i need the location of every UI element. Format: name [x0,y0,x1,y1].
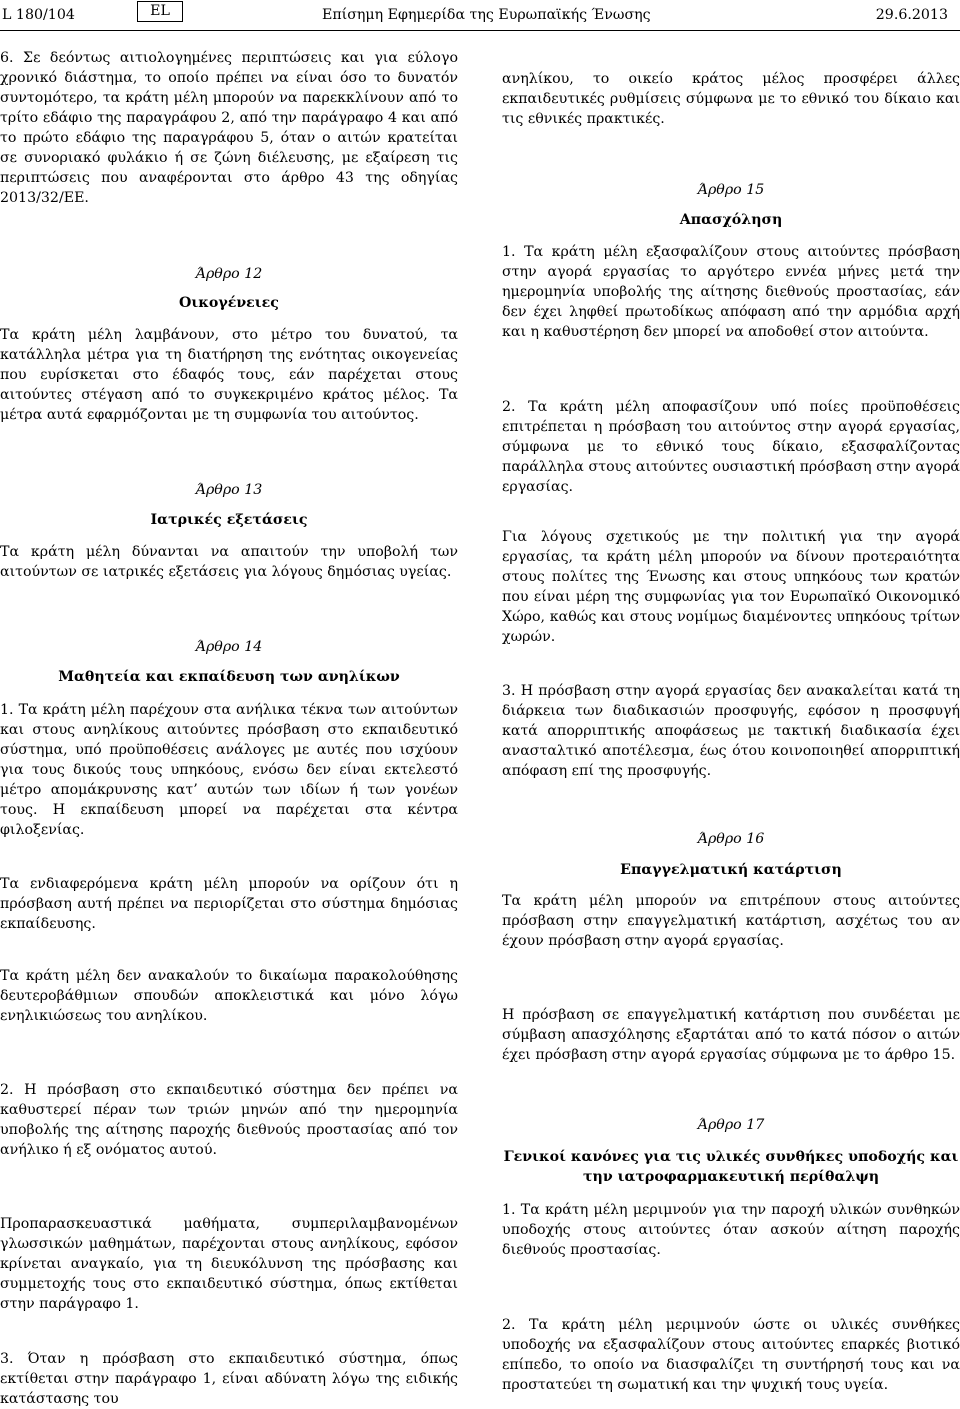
article-15-title: Απασχόληση [679,212,783,228]
left-column [0,0,458,1407]
article-17-paragraph-1: 1. Τα κράτη μέλη μεριμνούν για την παροχή υλικών συνθηκών υποδοχής στους αιτούντες όταν ασκούν αίτηση παροχής διεθνούς προστασίας. [502,1202,960,1258]
paragraph-6: 6. Σε δεόντως αιτιολογημένες περιπτώσεις και για εύλογο χρονικό διάστημα, το οποίο πρέπει να είναι όσο το δυνατόν συντομότερο, τα κράτη μέλη μπορούν να παρεκκλίνουν από το τρίτο εδάφιο της παραγράφου 2, από την παράγραφο 4 και από το πρώτο εδάφιο της παραγράφου 5, όταν ο αιτών κρατείται σε συνοριακό φυλάκιο ή σε ζώνη διέλευσης, με εξαίρεση τις περιπτώσεις που αναφέρονται στο άρθρο 43 της οδηγίας 2013/32/ΕΕ. [0,50,458,206]
article-13-text: Τα κράτη μέλη δύνανται να απαιτούν την υποβολή των αιτούντων σε ιατρικές εξετάσεις για λόγους δημόσιας υγείας. [0,544,458,580]
article-16-paragraph-2: Η πρόσβαση σε επαγγελματική κατάρτιση που συνδέεται με σύμβαση απασχόλησης εξαρτάται από το κατά πόσον ο αιτών έχει πρόσβαση στην αγορά εργασίας σύμφωνα με το άρθρο 15. [502,1007,960,1063]
article-14-paragraph-1-sub-2: Τα ενδιαφερόμενα κράτη μέλη μπορούν να ορίζουν ότι η πρόσβαση αυτή πρέπει να περιορίζεται στο σύστημα δημόσιας εκπαίδευσης. [0,876,458,932]
article-14-title: Μαθητεία και εκπαίδευση των ανηλίκων [58,669,400,685]
article-16-number: Άρθρο 16 [697,831,765,847]
publication-date: 29.6.2013 [875,7,948,23]
article-17-title: Γενικοί κανόνες για τις υλικές συνθήκες υποδοχής και την ιατροφαρμακευτική περίθαλψη [503,1149,959,1185]
article-16-title: Επαγγελματική κατάρτιση [620,862,842,878]
article-13-number: Άρθρο 13 [195,482,263,498]
article-12-text: Τα κράτη μέλη λαμβάνουν, στο μέτρο του δυνατού, τα κατάλληλα μέτρα για τη διατήρηση της ενότητας οικογενείας που ευρίσκεται στο έδαφός τους, εάν παρέχεται στους αιτούντες στέγαση από το συγκεκριμένο κράτος μέλος. Τα μέτρα αυτά εφαρμόζονται με τη συμφωνία του αιτούντος. [0,327,458,423]
article-16-paragraph-1: Τα κράτη μέλη μπορούν να επιτρέπουν στους αιτούντες πρόσβαση στην επαγγελματική κατάρτιση, ασχέτως του αν έχουν πρόσβαση στην αγορά εργασίας. [502,893,960,949]
article-14-paragraph-1: 1. Τα κράτη μέλη παρέχουν στα ανήλικα τέκνα των αιτούντων και στους ανηλίκους αιτούντες πρόσβαση στο εκπαιδευτικό σύστημα, υπό προϋποθέσεις ανάλογες με αυτές που ισχύουν για τους δικούς τους υπηκόους, ενόσω δεν είναι εκτελεστό μέτρο απομάκρυνσης κατ’ αυτών των ιδίων ή των γονέων τους. Η εκπαίδευση μπορεί να παρέχεται στα κέντρα φιλοξενίας. [0,702,458,838]
article-14-paragraph-2: 2. Η πρόσβαση στο εκπαιδευτικό σύστημα δεν πρέπει να καθυστερεί πέραν των τριών μηνών από την ημερομηνία υποβολής της αίτησης παροχής διεθνούς προστασίας από τον ανήλικο ή εξ ονόματος αυτού. [0,1082,458,1158]
article-12-title: Οικογένειες [179,295,279,311]
paragraph-3-continuation: ανηλίκου, το οικείο κράτος μέλος προσφέρει άλλες εκπαιδευτικές ρυθμίσεις σύμφωνα με το εθνικό του δίκαιο και τις εθνικές πρακτικές. [502,71,960,127]
article-17-number: Άρθρο 17 [697,1117,765,1133]
article-15-paragraph-2-sub-2: Για λόγους σχετικούς με την πολιτική για την αγορά εργασίας, τα κράτη μέλη μπορούν να δίνουν προτεραιότητα στους πολίτες της Ένωσης και στους υπηκόους των κρατών που είναι μέρη της συμφωνίας για τον Ευρωπαϊκό Οικονομικό Χώρο, καθώς και στους νομίμως διαμένοντες υπηκόους τρίτων χωρών. [502,529,960,645]
language-badge: EL [137,1,183,22]
article-14-paragraph-1-sub-3: Τα κράτη μέλη δεν ανακαλούν το δικαίωμα παρακολούθησης δευτεροβάθμιων σπουδών αποκλειστικά και μόνο λόγω ενηλικιώσεως του ανηλίκου. [0,968,458,1024]
article-14-number: Άρθρο 14 [195,639,263,655]
article-15-number: Άρθρο 15 [697,182,765,198]
article-15-paragraph-3: 3. Η πρόσβαση στην αγορά εργασίας δεν ανακαλείται κατά τη διάρκεια των διαδικασιών προσφυγής, εφόσον η προσφυγή κατά απορριπτικής αποφάσεως με τακτική διαδικασία έχει ανασταλτικό αποτέλεσμα, έως ότου κοινοποιηθεί απορριπτική απόφαση επί της προσφυγής. [502,683,960,779]
article-15-paragraph-2: 2. Τα κράτη μέλη αποφασίζουν υπό ποίες προϋποθέσεις επιτρέπεται η πρόσβαση του αιτούντος στην αγορά εργασίας, σύμφωνα με το εθνικό τους δίκαιο, εξασφαλίζοντας παράλληλα στους αιτούντες ουσιαστική πρόσβαση στην αγορά εργασίας. [502,399,960,495]
article-14-paragraph-3: 3. Όταν η πρόσβαση στο εκπαιδευτικό σύστημα, όπως εκτίθεται στην παράγραφο 1, είναι αδύνατη λόγω της ειδικής κατάστασης του [0,1351,458,1407]
article-17-paragraph-2: 2. Τα κράτη μέλη μεριμνούν ώστε οι υλικές συνθήκες υποδοχής να εξασφαλίζουν στους αιτούντες επαρκές βιοτικό επίπεδο, το οποίο να διασφαλίζει τη συντήρησή τους και να προστατεύει τη σωματική και την ψυχική τους υγεία. [502,1317,960,1393]
article-14-paragraph-2-sub-2: Προπαρασκευαστικά μαθήματα, συμπεριλαμβανομένων γλωσσικών μαθημάτων, παρέχονται στους ανηλίκους, εφόσον κρίνεται αναγκαίο, για τη διευκόλυνση της πρόσβασης και συμμετοχής τους στο εκπαιδευτικό σύστημα, όπως εκτίθεται στην παράγραφο 1. [0,1216,458,1312]
journal-title: Επίσημη Εφημερίδα της Ευρωπαϊκής Ένωσης [322,7,651,23]
article-13-title: Ιατρικές εξετάσεις [150,512,308,528]
page-reference: L 180/104 [2,7,75,23]
right-column [502,0,960,1393]
article-12-number: Άρθρο 12 [195,266,263,282]
article-15-paragraph-1: 1. Τα κράτη μέλη εξασφαλίζουν στους αιτούντες πρόσβαση στην αγορά εργασίας το αργότερο εννέα μήνες μετά την ημερομηνία υποβολής της αίτησης διεθνούς προστασίας, εάν δεν έχει ληφθεί πρωτοδίκως απόφαση από την αρμόδια αρχή και η καθυστέρηση δεν μπορεί να αποδοθεί στον αιτούντα. [502,244,960,340]
